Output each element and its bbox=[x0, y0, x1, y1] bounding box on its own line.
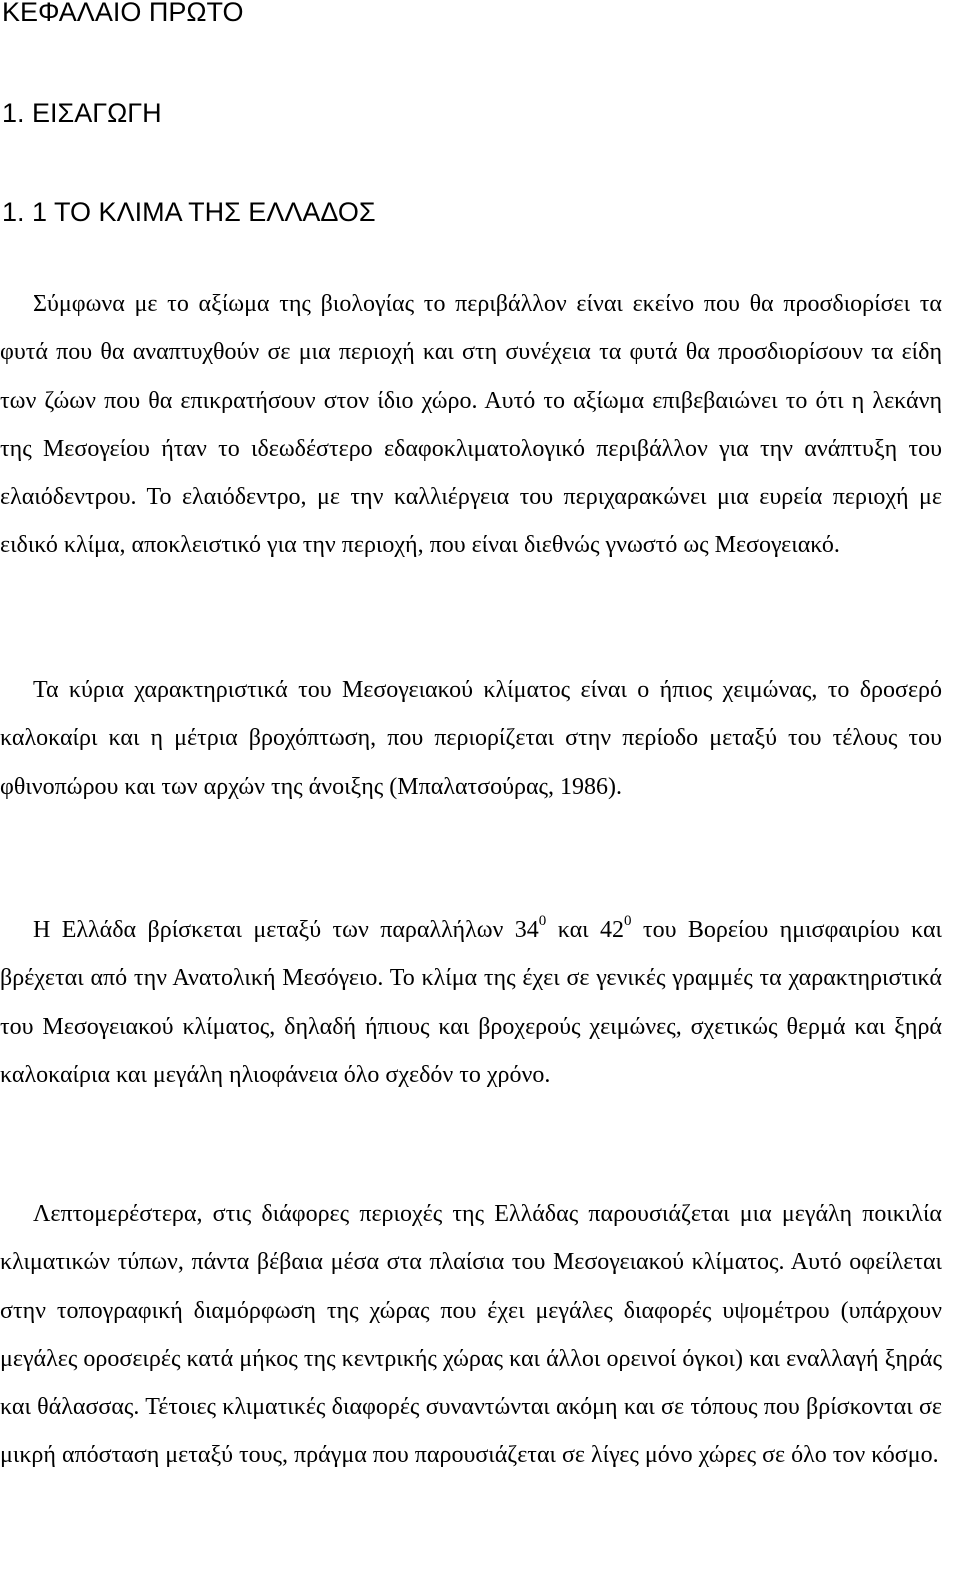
paragraph-3 bbox=[0, 906, 942, 1099]
degree-superscript-1: 0 bbox=[538, 913, 547, 929]
degree-superscript-2: 0 bbox=[624, 913, 632, 929]
paragraph-1: Σύμφωνα με το αξίωμα της βιολογίας το περιβάλλον είναι εκείνο που θα προσδιορίσει τα φυτά που θα αναπτυχθούν σε μια περιοχή και στη συνέχεια τα φυτά θα προσδιορίσουν τα είδη των ζώων που θα επικρατήσουν στον ίδιο χώρο. Αυτό το αξίωμα επιβεβαιώνει το ότι η λεκάνη της Μεσογείου ήταν το ιδεωδέστερο εδαφοκλιματολογικό περιβάλλον για την ανάπτυξη του ελαιόδεντρου. Το ελαιόδεντρο, με την καλλιέργεια του περιχαρακώνει μια ευρεία περιοχή με ειδικό κλίμα, αποκλειστικό για την περιοχή, που είναι διεθνώς γνωστό ως Μεσογειακό. bbox=[0, 291, 942, 559]
paragraph-2: Τα κύρια χαρακτηριστικά του Μεσογειακού κλίματος είναι ο ήπιος χειμώνας, το δροσερό καλοκαίρι και η μέτρια βροχόπτωση, που περιορίζεται στην περίοδο μεταξύ του τέλους του φθινοπώρου και των αρχών της άνοιξης (Μπαλατσούρας, 1986). bbox=[0, 677, 942, 800]
paragraph-4: Λεπτομερέστερα, στις διάφορες περιοχές της Ελλάδας παρουσιάζεται μια μεγάλη ποικιλία κλιματικών τύπων, πάντα βέβαια μέσα στα πλαίσια του Μεσογειακού κλίματος. Αυτό οφείλεται στην τοπογραφική διαμόρφωση της χώρας που έχει μεγάλες διαφορές υψομέτρου (υπάρχουν μεγάλες οροσειρές κατά μήκος της κεντρικής χώρας και άλλοι ορεινοί όγκοι) και εναλλαγή ξηράς και θάλασσας. Τέτοιες κλιματικές διαφορές συναντώνται ακόμη και σε τόπους που βρίσκονται σε μικρή απόσταση μεταξύ τους, πράγμα που παρουσιάζεται σε λίγες μόνο χώρες σε όλο τον κόσμο. bbox=[0, 1201, 942, 1469]
paragraph-3-text-2: και 42 bbox=[546, 917, 625, 943]
paragraph-3-text-3: του Βορείου ημισφαιρίου και βρέχεται από την Ανατολική Μεσόγειο. Το κλίμα της έχει σε γενικές γραμμές τα χαρακτηριστικά του Μεσογειακού κλίματος, δηλαδή ήπιους και βροχερούς χειμώνες, σχετικώς θερμά και ξηρά καλοκαίρια και μεγάλη ηλιοφάνεια όλο σχεδόν το χρόνο. bbox=[0, 917, 942, 1088]
subsection-heading: 1. 1 ΤΟ ΚΛΙΜΑ ΤΗΣ ΕΛΛΑΔΟΣ bbox=[2, 197, 376, 227]
section-heading: 1. ΕΙΣΑΓΩΓΗ bbox=[2, 98, 162, 128]
chapter-heading: ΚΕΦΑΛΑΙΟ ΠΡΩΤΟ bbox=[2, 0, 244, 27]
paragraph-3-text-1: Η Ελλάδα βρίσκεται μεταξύ των παραλλήλων 34 bbox=[33, 917, 539, 943]
